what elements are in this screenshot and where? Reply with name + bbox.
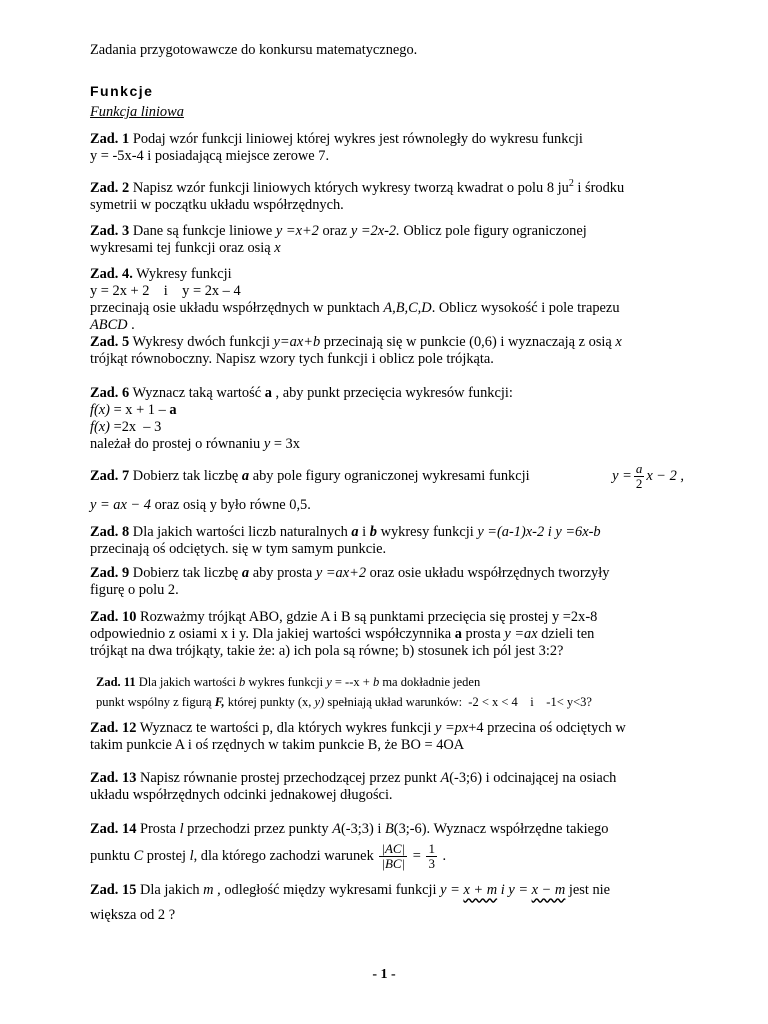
task-text: Napisz wzór funkcji liniowych których wykresy tworzą kwadrat o polu 8 ju [132,179,569,196]
task-text: przechodzi przez punkty [183,820,333,837]
formula: y = 2x + 2 i y = 2x – 4 [90,282,241,299]
task-5 [90,334,684,368]
point-name: A [440,769,450,786]
task-text: Dobierz tak liczbę [129,564,242,581]
fraction [426,842,437,871]
task-14 [90,821,684,871]
task-text: . Oblicz wysokość i pole trapezu [431,299,620,316]
task-text: i środku [573,179,625,196]
document-page [90,42,684,924]
task-text: Napisz równanie prostej przechodzącej przez punkt [136,769,441,786]
parameter: a [169,401,177,418]
variable: x [615,333,622,350]
parameter: a [351,523,359,540]
task-label: Zad. 4. [90,265,133,282]
page-number: - 1 - [372,967,396,982]
task-8 [90,524,684,558]
formula: y=ax+b [273,333,321,350]
task-text: i [358,523,370,540]
parameter: a [241,467,250,484]
task-label: Zad. 12 [90,719,137,736]
formula: y =x+2 [275,222,319,239]
fraction-denominator: 2 [635,475,643,491]
task-text: Wykresy funkcji [132,265,232,282]
task-text: trójkąt równoboczny. Napisz wzory tych funkcji i oblicz pole trójkąta. [90,350,494,367]
task-3 [90,223,684,257]
parameter: a [241,564,250,581]
task-11 [90,672,684,712]
parameter: a [264,384,272,401]
task-label: Zad. 7 [90,467,130,484]
points: A,B,C,D [383,299,432,316]
figure-name: F, [214,694,225,709]
equals-sign: = [409,847,425,864]
task-text: y = -5x-4 i posiadającą miejsce zerowe 7. [90,148,330,164]
task-text: aby pole figury ograniczonej wykresami funkcji [249,467,530,484]
task-text: wykres funkcji [245,674,327,689]
fraction-numerator: |AC| [381,840,406,856]
section-title: Funkcje [90,83,154,99]
task-text: i [497,881,509,898]
task-10 [90,609,684,660]
formula: y =2x-2. [350,222,400,239]
task-text: Podaj wzór funkcji liniowej której wykres jest równoległy do wykresu funkcji [132,131,583,147]
document-header: Zadania przygotowawcze do konkursu matematycznego. [90,42,418,58]
task-text: większa od 2 ? [90,906,176,923]
formula: y =ax [504,625,538,642]
parameter: b [372,674,380,689]
task-text: oraz osią y było równe 0,5. [150,496,311,513]
task-text: symetrii w początku układu współrzędnych. [90,196,344,213]
line-name: l [189,847,194,864]
task-text: +4 przecina oś odciętych w [468,719,626,736]
fraction-denominator: 3 [428,855,435,871]
fraction [379,842,407,871]
task-1 [90,131,684,165]
fraction-denominator: |BC| [381,855,406,871]
trapezoid-name: ABCD [90,316,128,333]
task-text: (3;-6). Wyznacz współrzędne takiego [393,820,609,837]
function-name: f(x) [90,401,110,418]
task-text: , aby punkt przecięcia wykresów funkcji: [271,384,513,401]
task-label: Zad. 3 [90,222,130,239]
formula: y =ax+2 [315,564,367,581]
parameter: b [239,674,246,689]
task-text: dzieli ten [537,625,595,642]
task-text: wykresami tej funkcji oraz osią [90,239,275,256]
task-text: trójkąt na dwa trójkąty, takie że: a) ich pola są równe; b) stosunek ich pól jest 3:2? [90,642,564,659]
task-label: Zad. 2 [90,179,130,196]
formula: = x + 1 – [109,401,170,418]
formula: =2x – 3 [109,418,162,435]
task-label: Zad. 9 [90,564,130,581]
fraction [634,462,645,491]
task-text: Dane są funkcje liniowe [132,222,276,239]
formula: x + m [463,881,498,898]
task-text: Dla jakich [136,881,204,898]
task-7 [90,462,684,514]
point-name: C [133,847,144,864]
task-text: aby prosta [249,564,316,581]
task-text: , dla którego zachodzi warunek [193,847,378,864]
task-13 [90,770,684,804]
task-label: Zad. 14 [90,820,137,837]
task-text: punkt wspólny z figurą [96,694,215,709]
task-text: której punkty (x, [224,694,315,709]
task-label: Zad. 13 [90,769,137,786]
task-text: Dla jakich wartości liczb naturalnych [129,523,352,540]
task-6 [90,385,684,453]
task-text: Rozważmy trójkąt ABO, gdzie A i B są punktami przecięcia się prostej y =2x-8 [136,608,598,625]
task-text: i [544,523,556,540]
task-text: takim punkcie A i oś rzędnych w takim punkcie B, że BO = 4OA [90,736,465,753]
task-text: należał do prostej o równaniu [90,435,264,452]
task-label: Zad. 1 [90,131,130,147]
parameter: m [203,881,214,898]
task-text: jest nie [565,881,611,898]
task-text: przecinają osie układu współrzędnych w punktach [90,299,384,316]
task-label: Zad. 15 [90,881,137,898]
function-name: f(x) [90,418,110,435]
point-name: B [384,820,394,837]
parameter: b [369,523,377,540]
task-label: Zad. 10 [90,608,137,625]
task-text: układu współrzędnych odcinki jednakowej długości. [90,786,393,803]
task-text: przecinają oś odciętych. się w tym samym punkcie. [90,540,387,557]
task-text: Wyznacz te wartości p, dla których wykres funkcji [136,719,435,736]
task-text: , odległość między wykresami funkcji [213,881,441,898]
variable: y) [314,694,325,709]
task-text: ma dokładnie jeden [379,674,481,689]
formula: y = [508,881,532,898]
task-text: figurę o polu 2. [90,581,179,598]
parameter: a [454,625,462,642]
task-text: . [438,847,447,864]
task-text: oraz osie układu współrzędnych tworzyły [366,564,610,581]
task-text: oraz [318,222,351,239]
formula: y =6x-b [555,523,601,540]
fraction-numerator: a [635,460,643,476]
formula: y = [440,881,464,898]
formula: x − m [531,881,566,898]
task-label: Zad. 5 [90,333,130,350]
task-12 [90,720,684,754]
formula: = 3x [270,435,300,452]
task-text: prostej [143,847,190,864]
formula: y [326,674,332,689]
formula: y = [612,467,632,484]
task-text: spełniają układ warunków: -2 < x < 4 i -1< y<3? [324,694,592,709]
task-label: Zad. 11 [96,674,136,689]
formula: = --x + [331,674,373,689]
task-text: (-3;6) i odcinającej na osiach [449,769,617,786]
formula: x − 2 , [646,467,684,484]
task-text: punktu [90,847,134,864]
task-text: Dobierz tak liczbę [129,467,242,484]
formula: y =px [434,719,469,736]
task-2 [90,175,684,214]
task-text: (-3;3) i [341,820,385,837]
line-name: l [179,820,184,837]
task-text: Prosta [136,820,180,837]
point-name: A [332,820,342,837]
task-label: Zad. 6 [90,384,130,401]
task-text: Oblicz pole figury ograniczonej [399,222,587,239]
task-label: Zad. 8 [90,523,130,540]
subsection-title: Funkcja liniowa [90,104,184,120]
task-text: Wyznacz taką wartość [129,384,265,401]
task-4 [90,266,684,334]
task-text: odpowiednio z osiami x i y. Dla jakiej wartości współczynnika [90,625,455,642]
task-text: prosta [461,625,505,642]
task-text: . [127,316,135,333]
variable: x [274,239,281,256]
task-text: wykresy funkcji [376,523,478,540]
task-15 [90,877,684,924]
superscript: 2 [568,178,574,189]
fraction-numerator: 1 [428,840,435,856]
task-text: Wykresy dwóch funkcji [129,333,274,350]
task-9 [90,565,684,599]
task-text: przecinają się w punkcie (0,6) i wyznaczają z osią [320,333,616,350]
formula: y =(a-1)x-2 [477,523,545,540]
variable: y [263,435,271,452]
formula: y = ax − 4 [90,496,151,513]
task-text: Dla jakich wartości [135,674,240,689]
